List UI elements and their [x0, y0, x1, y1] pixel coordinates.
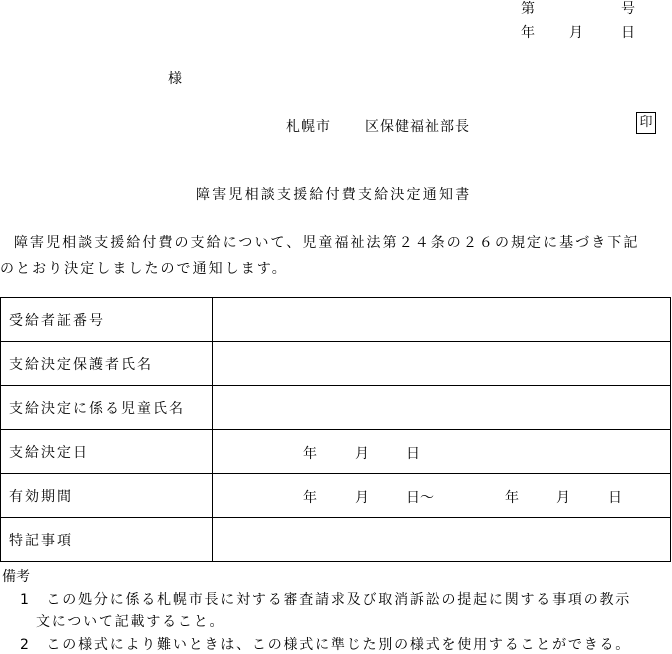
decision-day: 日: [406, 446, 420, 462]
row-label-certificate-number: 受給者証番号: [1, 298, 213, 342]
row-value-certificate-number: [213, 298, 671, 342]
period-to-month: 月: [556, 490, 570, 506]
row-label-decision-date: 支給決定日: [1, 430, 213, 474]
decision-year: 年: [303, 446, 317, 462]
row-value-child-name: [213, 386, 671, 430]
decision-month: 月: [355, 446, 369, 462]
date-year-label: 年: [521, 25, 535, 41]
table-row: [1, 386, 671, 430]
info-table: [0, 297, 671, 562]
issuer-line: [286, 116, 470, 136]
table-row: [1, 518, 671, 562]
row-label-guardian-name: 支給決定保護者氏名: [1, 342, 213, 386]
number-suffix: 号: [621, 1, 635, 17]
remarks-heading: 備考: [2, 569, 30, 585]
addressee-suffix: 様: [168, 71, 182, 87]
body-paragraph: [0, 230, 672, 282]
period-to-year: 年: [505, 490, 519, 506]
seal-stamp: 印: [636, 112, 656, 134]
body-line-1: 障害児相談支援給付費の支給について、児童福祉法第２４条の２６の規定に基づき下記: [14, 235, 640, 251]
remark-1-line-1: 1 この処分に係る札幌市長に対する審査請求及び取消訴訟の提起に関する事項の教示: [20, 592, 632, 608]
row-label-child-name: 支給決定に係る児童氏名: [1, 386, 213, 430]
table-row: [1, 298, 671, 342]
row-label-valid-period: 有効期間: [1, 474, 213, 518]
table-row: [1, 430, 671, 474]
row-value-valid-period: [213, 474, 671, 518]
table-row: [1, 474, 671, 518]
table-row: [1, 342, 671, 386]
body-line-2: のとおり決定しましたので通知します。: [0, 261, 288, 277]
issuer-city: 札幌市: [286, 119, 331, 135]
row-label-special-notes: 特記事項: [1, 518, 213, 562]
row-value-guardian-name: [213, 342, 671, 386]
number-prefix: 第: [521, 1, 535, 17]
remark-1-line-2: 文について記載すること。: [36, 614, 226, 630]
date-day-label: 日: [621, 25, 635, 41]
row-value-special-notes: [213, 518, 671, 562]
period-from-month: 月: [355, 490, 369, 506]
period-from-day: 日～: [406, 490, 434, 506]
period-to-day: 日: [608, 490, 622, 506]
date-month-label: 月: [569, 25, 583, 41]
period-from-year: 年: [303, 490, 317, 506]
issuer-office: 区保健福祉部長: [365, 119, 470, 135]
document-title: 障害児相談支援給付費支給決定通知書: [196, 187, 472, 203]
remark-2: 2 この様式により難いときは、この様式に準じた別の様式を使用することができる。: [20, 637, 632, 653]
row-value-decision-date: [213, 430, 671, 474]
